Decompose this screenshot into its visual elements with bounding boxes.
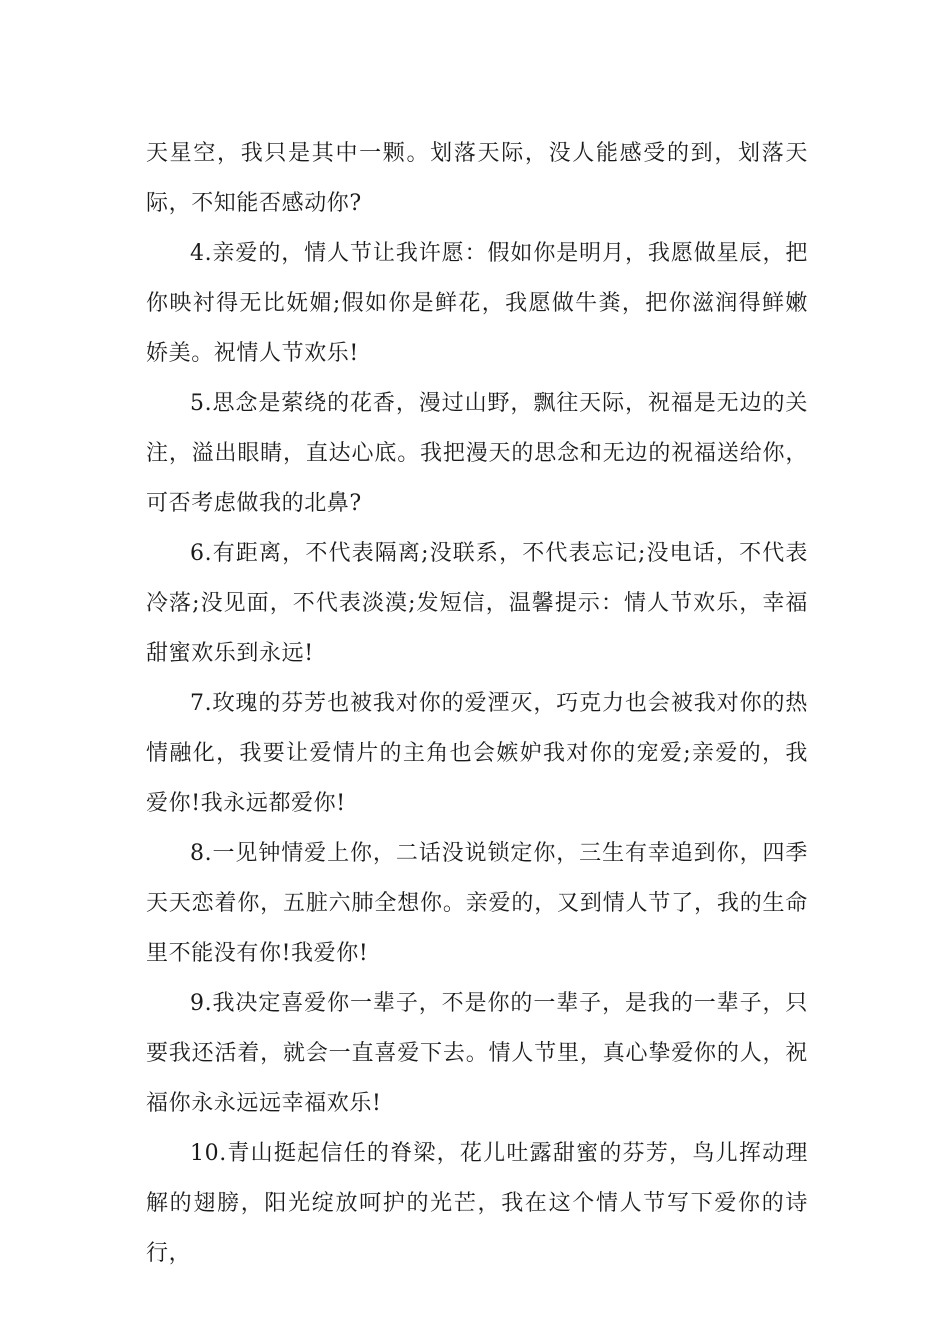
paragraph-continuation: 天星空，我只是其中一颗。划落天际，没人能感受的到，划落天际，不知能否感动你?	[146, 141, 808, 216]
paragraph-item-6: 6.有距离，不代表隔离;没联系，不代表忘记;没电话，不代表冷落;没见面，不代表淡漠;发短信，温馨提示：情人节欢乐，幸福甜蜜欢乐到永远!	[146, 541, 808, 666]
paragraph-item-8: 8.一见钟情爱上你，二话没说锁定你，三生有幸追到你，四季天天恋着你，五脏六肺全想你。亲爱的，又到情人节了，我的生命里不能没有你!我爱你!	[146, 841, 808, 966]
paragraph-item-10: 10.青山挺起信任的脊梁，花儿吐露甜蜜的芬芳，鸟儿挥动理解的翅膀，阳光绽放呵护的光芒，我在这个情人节写下爱你的诗行，	[146, 1141, 808, 1266]
paragraph-item-7: 7.玫瑰的芬芳也被我对你的爱湮灭，巧克力也会被我对你的热情融化，我要让爱情片的主角也会嫉妒我对你的宠爱;亲爱的，我爱你!我永远都爱你!	[146, 691, 808, 816]
document-body	[146, 129, 808, 1279]
paragraph-item-4: 4.亲爱的，情人节让我许愿：假如你是明月，我愿做星辰，把你映衬得无比妩媚;假如你是鲜花，我愿做牛粪，把你滋润得鲜嫩娇美。祝情人节欢乐!	[146, 241, 808, 366]
paragraph-item-9: 9.我决定喜爱你一辈子，不是你的一辈子，是我的一辈子，只要我还活着，就会一直喜爱下去。情人节里，真心挚爱你的人，祝福你永永远远幸福欢乐!	[146, 991, 808, 1116]
paragraph-item-5: 5.思念是萦绕的花香，漫过山野，飘往天际，祝福是无边的关注，溢出眼睛，直达心底。我把漫天的思念和无边的祝福送给你，可否考虑做我的北鼻?	[146, 391, 808, 516]
